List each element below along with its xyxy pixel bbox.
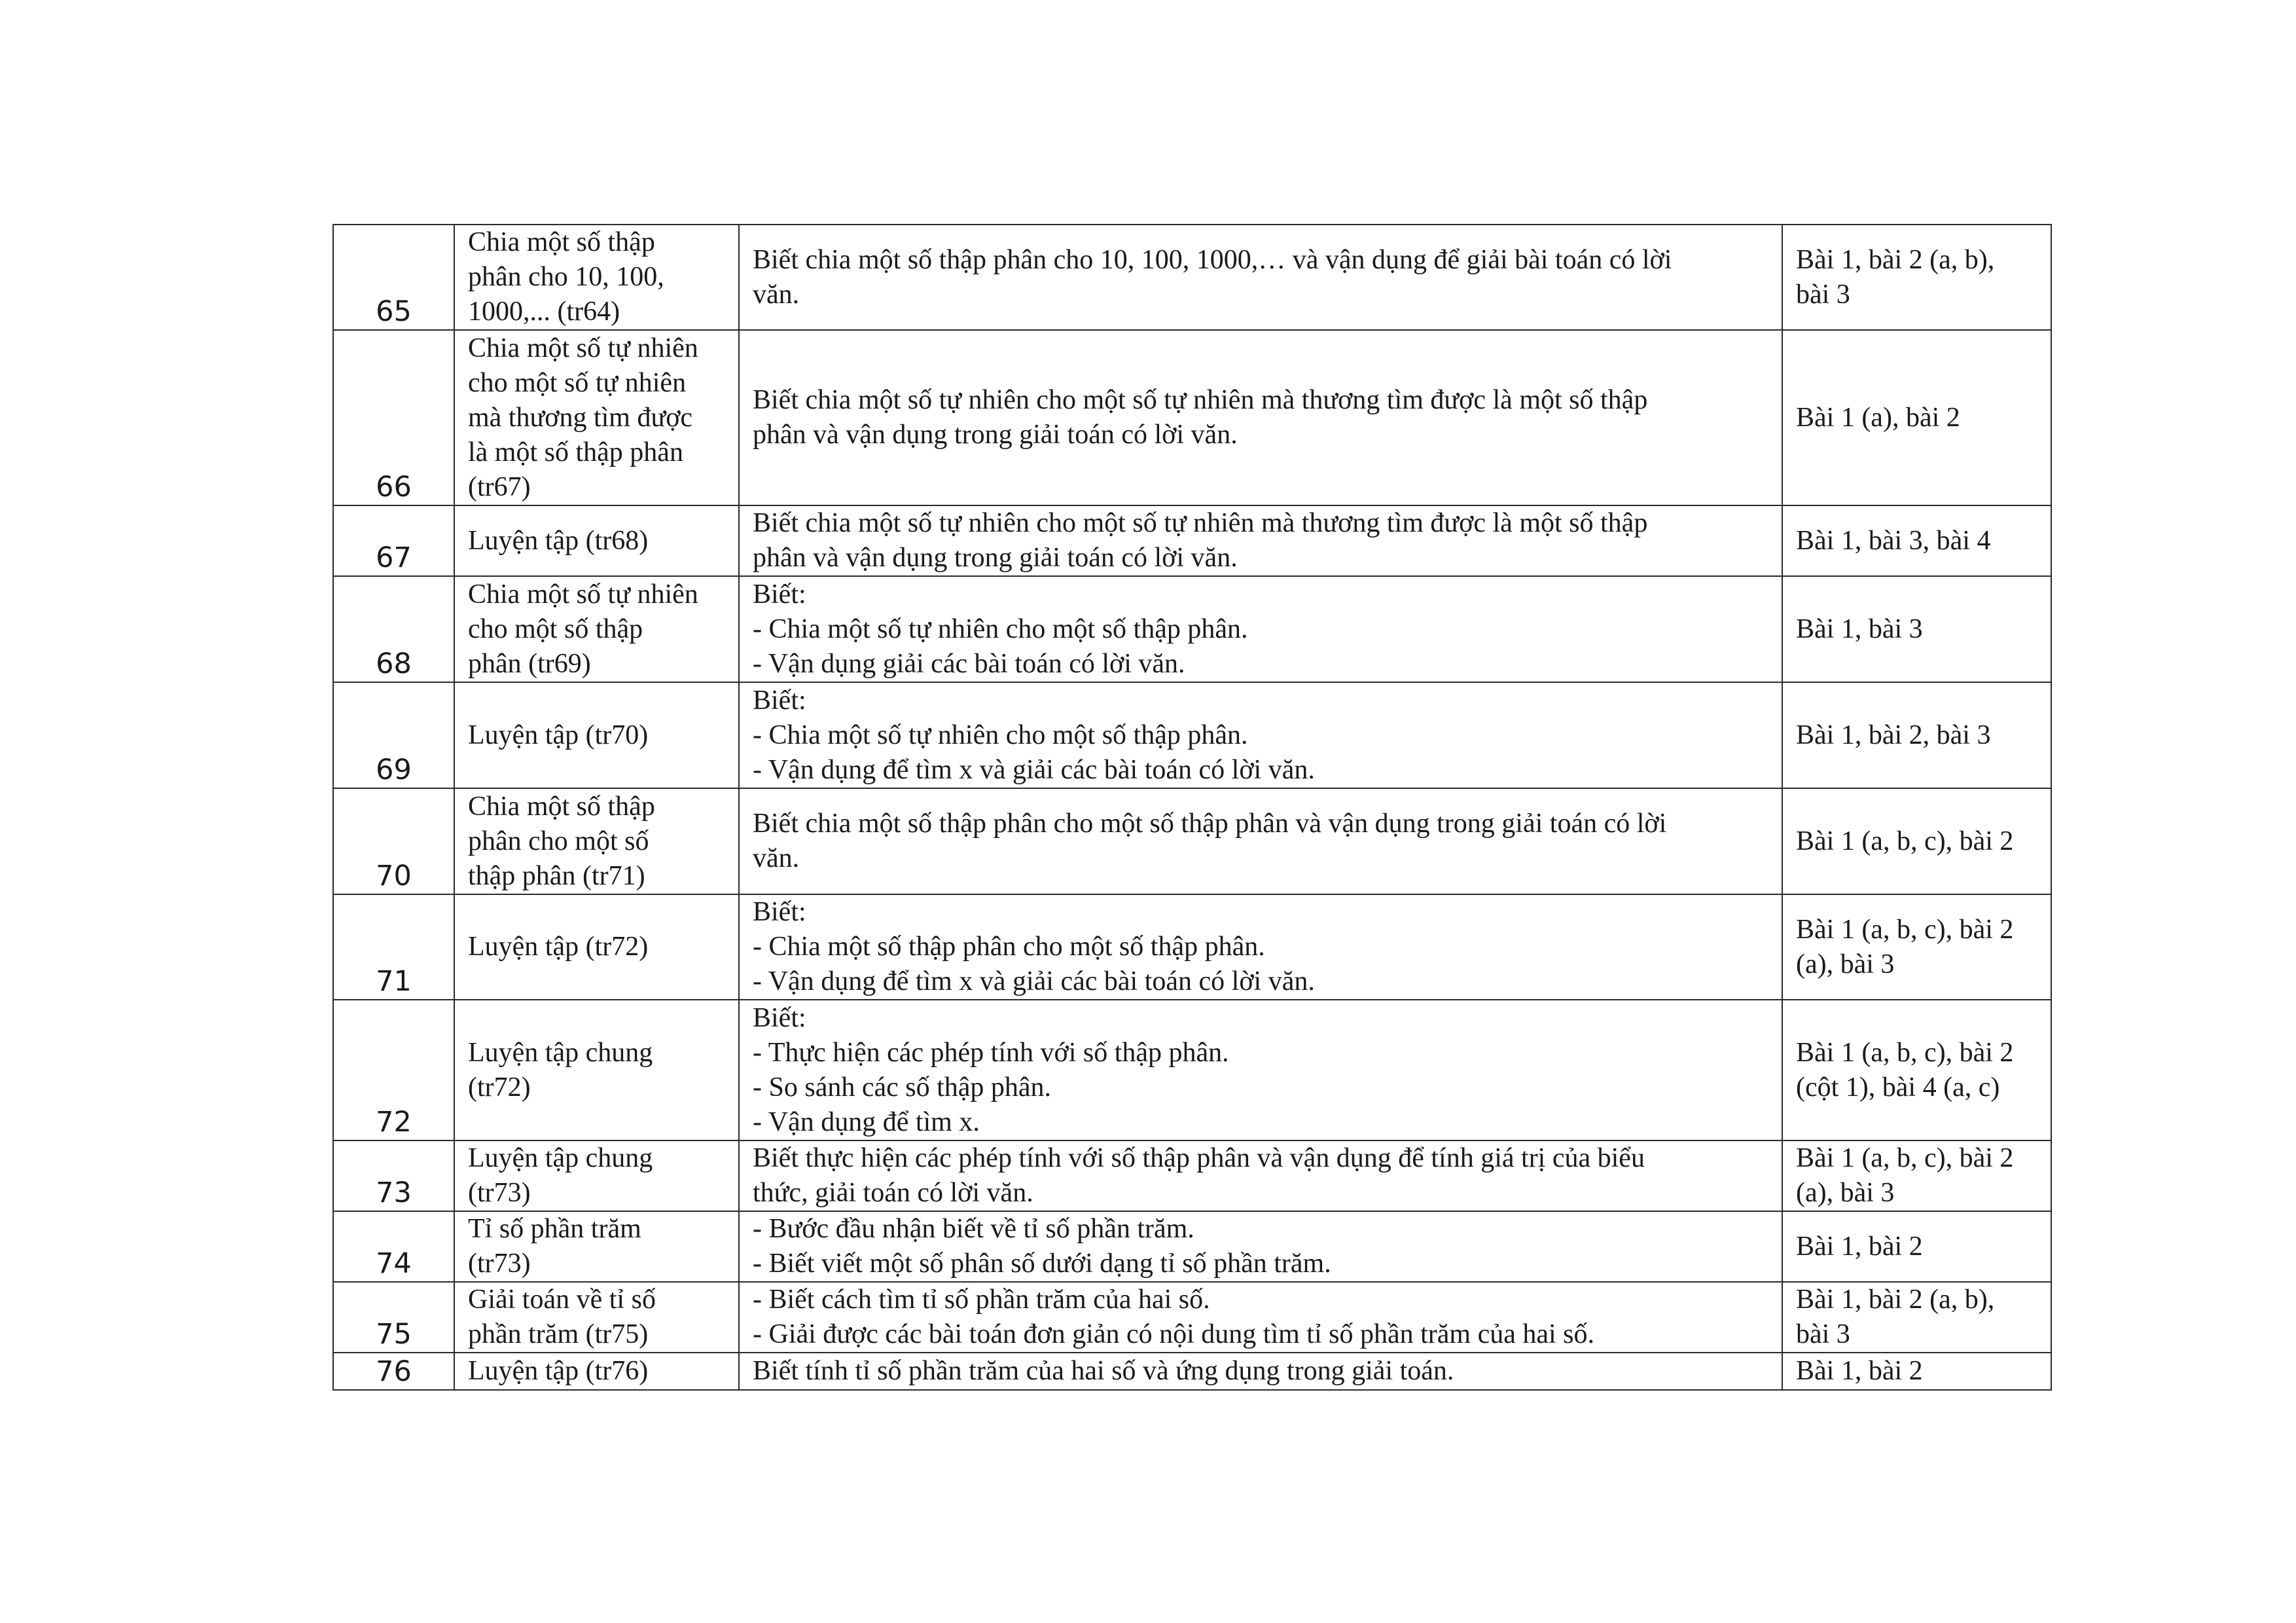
- lesson-objective-line: - Vận dụng để tìm x và giải các bài toán có lời văn.: [753, 966, 1315, 996]
- lesson-exercises-line: Bài 1 (a), bài 2: [1796, 402, 1960, 433]
- lesson-objective-line: phân và vận dụng trong giải toán có lời văn.: [753, 420, 1238, 450]
- lesson-number-cell: 66: [333, 330, 454, 505]
- lesson-exercises-line: Bài 1, bài 3, bài 4: [1796, 525, 1991, 556]
- lesson-objective-cell: [739, 1211, 1782, 1282]
- lesson-title-cell: [454, 894, 739, 1000]
- lesson-number-cell: 70: [333, 788, 454, 894]
- lesson-title-cell: [454, 225, 739, 330]
- lesson-objective-cell: [739, 894, 1782, 1000]
- lesson-exercises-line: Bài 1 (a, b, c), bài 2: [1796, 1037, 2014, 1068]
- lesson-exercises-cell: [1782, 894, 2051, 1000]
- lesson-title-cell: [454, 788, 739, 894]
- lesson-exercises-cell: [1782, 788, 2051, 894]
- lesson-objective-cell: [739, 576, 1782, 682]
- lesson-objective-line: Biết chia một số tự nhiên cho một số tự nhiên mà thương tìm được là một số thập: [753, 508, 1648, 538]
- lesson-title-line: Luyện tập (tr76): [468, 1356, 649, 1386]
- lesson-objective-line: - Giải được các bài toán đơn giản có nội dung tìm tỉ số phần trăm của hai số.: [753, 1319, 1595, 1349]
- lesson-number-cell: 65: [333, 225, 454, 330]
- lesson-objective-cell: [739, 1140, 1782, 1211]
- lesson-exercises-cell: [1782, 1353, 2051, 1390]
- lesson-objective-line: - So sánh các số thập phân.: [753, 1072, 1052, 1103]
- table-body: [333, 225, 2051, 1390]
- lesson-title-line: Chia một số tự nhiên: [468, 579, 698, 610]
- lesson-objective-cell: [739, 1282, 1782, 1353]
- lesson-title-cell: [454, 1140, 739, 1211]
- lesson-objective-cell: [739, 225, 1782, 330]
- lesson-title-cell: [454, 576, 739, 682]
- lesson-objective-cell: [739, 505, 1782, 576]
- lesson-title-line: phân cho một số: [468, 826, 649, 856]
- table-row: [333, 894, 2051, 1000]
- lesson-exercises-line: Bài 1, bài 2: [1796, 1231, 1923, 1262]
- lesson-objective-line: Biết:: [753, 579, 806, 610]
- lesson-objective-line: - Chia một số tự nhiên cho một số thập phân.: [753, 720, 1248, 750]
- lesson-objective-line: Biết chia một số thập phân cho 10, 100, 1000,… và vận dụng để giải bài toán có lời: [753, 244, 1672, 275]
- table-row: [333, 1000, 2051, 1140]
- lesson-title-cell: [454, 1211, 739, 1282]
- lesson-exercises-cell: [1782, 1282, 2051, 1353]
- lesson-objective-line: Biết:: [753, 685, 806, 716]
- lesson-title-line: Giải toán về tỉ số: [468, 1285, 656, 1315]
- lesson-objective-line: - Biết viết một số phân số dưới dạng tỉ số phần trăm.: [753, 1249, 1331, 1279]
- lesson-number-cell: 68: [333, 576, 454, 682]
- lesson-exercises-line: (a), bài 3: [1796, 949, 1895, 979]
- lesson-exercises-cell: [1782, 1211, 2051, 1282]
- lesson-exercises-line: bài 3: [1796, 1319, 1850, 1349]
- lesson-title-line: Luyện tập chung: [468, 1143, 653, 1173]
- table-row: [333, 330, 2051, 505]
- lesson-title-line: (tr73): [468, 1178, 531, 1208]
- table-row: [333, 1140, 2051, 1211]
- lesson-objective-line: - Thực hiện các phép tính với số thập phân.: [753, 1037, 1229, 1068]
- lesson-number-cell: 74: [333, 1211, 454, 1282]
- lesson-title-line: Chia một số thập: [468, 227, 655, 257]
- lesson-title-cell: [454, 1353, 739, 1390]
- lesson-number-cell: 67: [333, 505, 454, 576]
- lesson-plan-table: [332, 224, 2052, 1391]
- lesson-title-cell: [454, 1282, 739, 1353]
- table-row: [333, 505, 2051, 576]
- lesson-exercises-cell: [1782, 330, 2051, 505]
- lesson-exercises-line: (cột 1), bài 4 (a, c): [1796, 1072, 2000, 1103]
- table-row: [333, 576, 2051, 682]
- lesson-objective-line: văn.: [753, 843, 800, 873]
- lesson-title-line: Luyện tập (tr68): [468, 525, 649, 556]
- lesson-exercises-cell: [1782, 576, 2051, 682]
- lesson-objective-line: Biết tính tỉ số phần trăm của hai số và ứng dụng trong giải toán.: [753, 1356, 1454, 1386]
- lesson-title-cell: [454, 1000, 739, 1140]
- lesson-objective-line: - Vận dụng để tìm x.: [753, 1106, 980, 1137]
- lesson-title-line: 1000,... (tr64): [468, 297, 620, 327]
- table-row: [333, 1353, 2051, 1390]
- table-row: [333, 1282, 2051, 1353]
- lesson-objective-line: Biết chia một số thập phân cho một số thập phân và vận dụng trong giải toán có lời: [753, 809, 1667, 839]
- table-row: [333, 1211, 2051, 1282]
- lesson-objective-cell: [739, 788, 1782, 894]
- lesson-objective-line: Biết:: [753, 1002, 806, 1033]
- lesson-title-line: Luyện tập (tr72): [468, 932, 649, 962]
- lesson-exercises-line: Bài 1, bài 3: [1796, 613, 1923, 644]
- table-row: [333, 682, 2051, 788]
- lesson-title-cell: [454, 505, 739, 576]
- lesson-objective-line: Biết:: [753, 897, 806, 927]
- table-row: [333, 225, 2051, 330]
- lesson-objective-cell: [739, 682, 1782, 788]
- lesson-exercises-cell: [1782, 1000, 2051, 1140]
- lesson-title-line: Tỉ số phần trăm: [468, 1214, 641, 1244]
- lesson-exercises-cell: [1782, 505, 2051, 576]
- lesson-objective-line: - Vận dụng để tìm x và giải các bài toán có lời văn.: [753, 754, 1315, 785]
- lesson-objective-line: Biết chia một số tự nhiên cho một số tự nhiên mà thương tìm được là một số thập: [753, 385, 1648, 415]
- table-row: [333, 788, 2051, 894]
- lesson-title-line: phân (tr69): [468, 648, 591, 679]
- lesson-title-line: là một số thập phân: [468, 437, 683, 467]
- lesson-exercises-line: (a), bài 3: [1796, 1178, 1895, 1208]
- lesson-objective-line: - Chia một số thập phân cho một số thập phân.: [753, 932, 1265, 962]
- lesson-objective-line: phân và vận dụng trong giải toán có lời văn.: [753, 543, 1238, 573]
- lesson-number-cell: 69: [333, 682, 454, 788]
- lesson-title-line: (tr67): [468, 471, 531, 502]
- lesson-exercises-cell: [1782, 1140, 2051, 1211]
- lesson-title-line: Chia một số thập: [468, 791, 655, 822]
- lesson-objective-line: - Chia một số tự nhiên cho một số thập phân.: [753, 613, 1248, 644]
- lesson-objective-line: - Bước đầu nhận biết về tỉ số phần trăm.: [753, 1214, 1194, 1244]
- lesson-title-line: Luyện tập chung: [468, 1037, 653, 1068]
- lesson-objective-cell: [739, 1353, 1782, 1390]
- lesson-exercises-line: Bài 1, bài 2 (a, b),: [1796, 1285, 1995, 1315]
- lesson-objective-line: văn.: [753, 279, 800, 310]
- lesson-exercises-line: bài 3: [1796, 279, 1850, 310]
- lesson-objective-line: Biết thực hiện các phép tính với số thập phân và vận dụng để tính giá trị của biểu: [753, 1143, 1645, 1173]
- lesson-number-cell: 75: [333, 1282, 454, 1353]
- lesson-number-cell: 73: [333, 1140, 454, 1211]
- lesson-exercises-line: Bài 1 (a, b, c), bài 2: [1796, 826, 2014, 856]
- lesson-objective-cell: [739, 330, 1782, 505]
- lesson-title-cell: [454, 330, 739, 505]
- lesson-exercises-line: Bài 1, bài 2, bài 3: [1796, 720, 1991, 750]
- lesson-objective-line: - Biết cách tìm tỉ số phần trăm của hai số.: [753, 1285, 1210, 1315]
- lesson-exercises-line: Bài 1 (a, b, c), bài 2: [1796, 914, 2014, 945]
- lesson-title-line: cho một số thập: [468, 613, 643, 644]
- lesson-title-line: cho một số tự nhiên: [468, 367, 687, 398]
- lesson-number-cell: 71: [333, 894, 454, 1000]
- lesson-exercises-line: Bài 1, bài 2 (a, b),: [1796, 244, 1995, 275]
- lesson-exercises-line: Bài 1, bài 2: [1796, 1356, 1923, 1386]
- lesson-title-cell: [454, 682, 739, 788]
- lesson-title-line: Chia một số tự nhiên: [468, 333, 698, 363]
- lesson-number-cell: 76: [333, 1353, 454, 1390]
- lesson-title-line: thập phân (tr71): [468, 860, 645, 891]
- lesson-title-line: phân cho 10, 100,: [468, 262, 664, 292]
- lesson-number-cell: 72: [333, 1000, 454, 1140]
- lesson-exercises-line: Bài 1 (a, b, c), bài 2: [1796, 1143, 2014, 1173]
- lesson-title-line: (tr72): [468, 1072, 531, 1103]
- lesson-title-line: Luyện tập (tr70): [468, 720, 649, 750]
- lesson-title-line: mà thương tìm được: [468, 402, 693, 433]
- lesson-exercises-cell: [1782, 682, 2051, 788]
- lesson-exercises-cell: [1782, 225, 2051, 330]
- lesson-objective-cell: [739, 1000, 1782, 1140]
- lesson-objective-line: - Vận dụng giải các bài toán có lời văn.: [753, 648, 1185, 679]
- lesson-objective-line: thức, giải toán có lời văn.: [753, 1178, 1033, 1208]
- lesson-title-line: phần trăm (tr75): [468, 1319, 649, 1349]
- lesson-title-line: (tr73): [468, 1249, 531, 1279]
